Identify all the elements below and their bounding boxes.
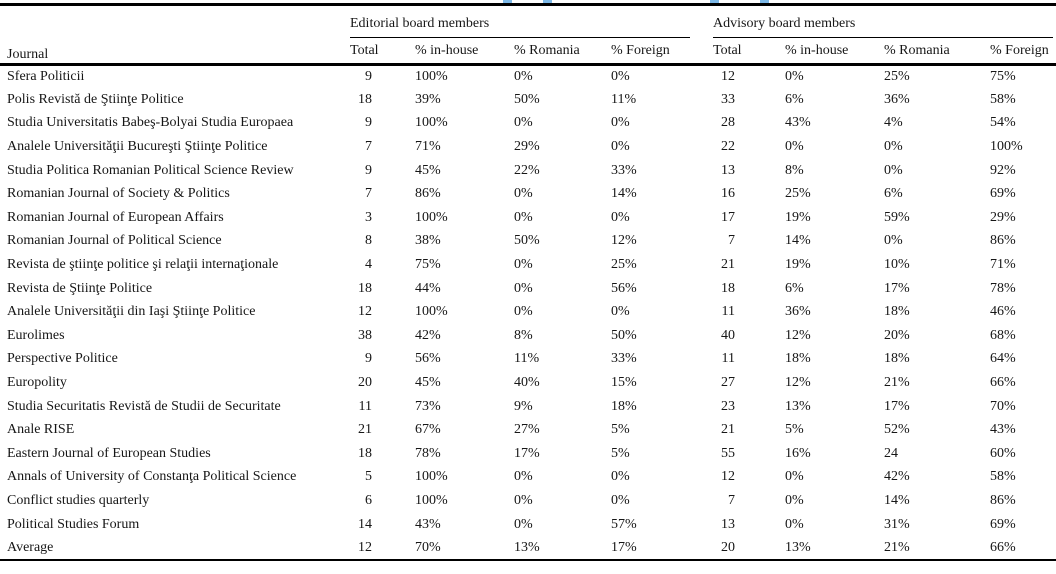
ed-romania-cell: 0% <box>514 304 533 320</box>
ed-total-cell: 38 <box>358 327 372 343</box>
advisory-romania-header: % Romania <box>834 38 940 65</box>
adv-romania-cell: 36% <box>884 91 910 107</box>
table-row <box>0 206 1056 230</box>
adv-romania-cell: 42% <box>884 469 910 485</box>
scan-artifact <box>503 0 512 3</box>
adv-total-cell: 23 <box>721 398 735 414</box>
adv-total-cell: 18 <box>721 280 735 296</box>
ed-foreign-cell: 0% <box>611 69 630 85</box>
ed-inhouse-cell: 45% <box>415 375 441 391</box>
adv-total-cell: 22 <box>721 139 735 155</box>
ed-total-cell: 18 <box>358 91 372 107</box>
adv-inhouse-cell: 13% <box>735 536 834 560</box>
adv-romania-cell: 59% <box>884 209 910 225</box>
ed-romania-cell: 0% <box>514 469 533 485</box>
adv-inhouse-cell: 8% <box>785 162 804 178</box>
advisory-foreign-header: % Foreign <box>940 38 1056 65</box>
ed-total-cell: 21 <box>358 422 372 438</box>
ed-foreign-cell: 11% <box>611 91 637 107</box>
adv-inhouse-cell: 25% <box>785 186 811 202</box>
adv-total-cell: 13 <box>721 516 735 532</box>
adv-total-cell: 11 <box>721 304 735 320</box>
adv-inhouse-cell: 0% <box>785 69 804 85</box>
adv-inhouse-cell: 19% <box>785 257 811 273</box>
table-row <box>0 442 1056 466</box>
ed-foreign-cell: 50% <box>611 327 637 343</box>
table-row <box>0 371 1056 395</box>
journal-cell: Studia Universitatis Babeş-Bolyai Studia Europaea <box>7 115 294 131</box>
ed-romania-cell: 29% <box>514 139 540 155</box>
ed-inhouse-cell: 70% <box>372 536 471 560</box>
adv-inhouse-cell: 0% <box>785 492 804 508</box>
adv-foreign-cell: 58% <box>990 469 1016 485</box>
ed-foreign-cell: 0% <box>611 304 630 320</box>
ed-romania-cell: 27% <box>514 422 540 438</box>
adv-foreign-cell: 70% <box>990 398 1016 414</box>
journal-cell: Eurolimes <box>7 327 65 343</box>
adv-romania-cell: 0% <box>884 162 903 178</box>
journal-cell: Eastern Journal of European Studies <box>7 445 211 461</box>
adv-inhouse-cell: 13% <box>785 398 811 414</box>
table-row <box>0 536 1056 560</box>
ed-inhouse-cell: 43% <box>415 516 441 532</box>
scan-artifact <box>760 0 769 3</box>
adv-foreign-cell: 69% <box>990 186 1016 202</box>
adv-romania-cell: 17% <box>884 398 910 414</box>
adv-foreign-cell: 100% <box>990 139 1023 155</box>
adv-inhouse-cell: 36% <box>785 304 811 320</box>
adv-inhouse-cell: 43% <box>785 115 811 131</box>
editorial-foreign-header: % Foreign <box>568 38 690 65</box>
adv-foreign-cell: 29% <box>990 209 1016 225</box>
editorial-romania-header: % Romania <box>471 38 568 65</box>
ed-total-cell: 9 <box>365 351 372 367</box>
journal-cell: Romanian Journal of European Affairs <box>7 209 224 225</box>
adv-foreign-cell: 43% <box>990 422 1016 438</box>
ed-total-cell: 6 <box>365 492 372 508</box>
ed-total-cell: 18 <box>358 445 372 461</box>
ed-total-cell: 20 <box>358 375 372 391</box>
ed-total-cell: 7 <box>365 139 372 155</box>
adv-inhouse-cell: 0% <box>785 516 804 532</box>
advisory-inhouse-header: % in-house <box>735 38 834 65</box>
ed-romania-cell: 0% <box>514 492 533 508</box>
ed-inhouse-cell: 56% <box>415 351 441 367</box>
ed-foreign-cell: 0% <box>611 115 630 131</box>
table-row <box>0 513 1056 537</box>
adv-inhouse-cell: 6% <box>785 91 804 107</box>
ed-romania-cell: 8% <box>514 327 533 343</box>
journal-cell: Perspective Politice <box>7 351 118 367</box>
ed-foreign-cell: 57% <box>611 516 637 532</box>
adv-foreign-cell: 68% <box>990 327 1016 343</box>
adv-foreign-cell: 66% <box>990 375 1016 391</box>
adv-foreign-cell: 71% <box>990 257 1016 273</box>
adv-total-cell: 20 <box>690 536 735 560</box>
ed-total-cell: 18 <box>358 280 372 296</box>
ed-inhouse-cell: 73% <box>415 398 441 414</box>
editorial-inhouse-header: % in-house <box>372 38 471 65</box>
ed-romania-cell: 0% <box>514 186 533 202</box>
adv-foreign-cell: 66% <box>940 536 1056 560</box>
adv-romania-cell: 17% <box>884 280 910 296</box>
ed-foreign-cell: 33% <box>611 351 637 367</box>
adv-total-cell: 11 <box>721 351 735 367</box>
journal-cell: Conflict studies quarterly <box>7 492 150 508</box>
adv-inhouse-cell: 6% <box>785 280 804 296</box>
ed-romania-cell: 40% <box>514 375 540 391</box>
ed-foreign-cell: 14% <box>611 186 637 202</box>
adv-total-cell: 33 <box>721 91 735 107</box>
ed-foreign-cell: 5% <box>611 422 630 438</box>
ed-foreign-cell: 33% <box>611 162 637 178</box>
ed-foreign-cell: 0% <box>611 469 630 485</box>
ed-romania-cell: 22% <box>514 162 540 178</box>
adv-foreign-cell: 54% <box>990 115 1016 131</box>
table-row <box>0 300 1056 324</box>
ed-inhouse-cell: 100% <box>415 469 448 485</box>
journal-cell: Romanian Journal of Society & Politics <box>7 186 230 202</box>
adv-total-cell: 21 <box>721 257 735 273</box>
ed-romania-cell: 0% <box>514 280 533 296</box>
journal-cell: Sfera Politicii <box>7 69 85 85</box>
adv-foreign-cell: 86% <box>990 492 1016 508</box>
journal-column-header: Journal <box>0 5 342 65</box>
adv-inhouse-cell: 18% <box>785 351 811 367</box>
adv-foreign-cell: 75% <box>990 69 1016 85</box>
ed-romania-cell: 50% <box>514 233 540 249</box>
adv-total-cell: 40 <box>721 327 735 343</box>
editorial-group-label: Editorial board members <box>350 16 490 31</box>
table-row <box>0 277 1056 301</box>
advisory-group-header <box>690 5 1056 39</box>
journal-cell: Revista de Ştiinţe Politice <box>7 280 153 296</box>
table-row <box>0 466 1056 490</box>
ed-inhouse-cell: 42% <box>415 327 441 343</box>
journal-cell: Polis Revistă de Ştiinţe Politice <box>7 91 184 107</box>
ed-total-cell: 12 <box>358 304 372 320</box>
journal-cell: Studia Politica Romanian Political Science Review <box>7 162 294 178</box>
ed-total-cell: 14 <box>358 516 372 532</box>
adv-foreign-cell: 69% <box>990 516 1016 532</box>
adv-total-cell: 13 <box>721 162 735 178</box>
ed-romania-cell: 50% <box>514 91 540 107</box>
ed-romania-cell: 0% <box>514 516 533 532</box>
adv-inhouse-cell: 0% <box>785 469 804 485</box>
table-header <box>0 5 1056 65</box>
adv-total-cell: 21 <box>721 422 735 438</box>
adv-total-cell: 12 <box>721 469 735 485</box>
ed-inhouse-cell: 71% <box>415 139 441 155</box>
adv-inhouse-cell: 14% <box>785 233 811 249</box>
group-header-row <box>0 5 1056 39</box>
ed-total-cell: 5 <box>365 469 372 485</box>
adv-romania-cell: 21% <box>834 536 940 560</box>
adv-total-cell: 17 <box>721 209 735 225</box>
ed-inhouse-cell: 44% <box>415 280 441 296</box>
ed-romania-cell: 13% <box>471 536 568 560</box>
ed-total-cell: 3 <box>365 209 372 225</box>
adv-total-cell: 16 <box>721 186 735 202</box>
table-row <box>0 112 1056 136</box>
table-row <box>0 395 1056 419</box>
journal-cell: Studia Securitatis Revistă de Studii de Securitate <box>7 398 281 414</box>
ed-total-cell: 4 <box>365 257 372 273</box>
table-row <box>0 324 1056 348</box>
adv-romania-cell: 20% <box>884 327 910 343</box>
ed-total-cell: 7 <box>365 186 372 202</box>
journal-cell: Average <box>0 536 342 560</box>
ed-foreign-cell: 25% <box>611 257 637 273</box>
adv-romania-cell: 31% <box>884 516 910 532</box>
adv-inhouse-cell: 5% <box>785 422 804 438</box>
table-row <box>0 348 1056 372</box>
ed-inhouse-cell: 100% <box>415 304 448 320</box>
table-body <box>0 65 1056 560</box>
journals-board-table <box>0 3 1056 561</box>
ed-foreign-cell: 0% <box>611 139 630 155</box>
ed-inhouse-cell: 78% <box>415 445 441 461</box>
journal-cell: Annals of University of Constanţa Political Science <box>7 469 297 485</box>
adv-foreign-cell: 60% <box>990 445 1016 461</box>
ed-total-cell: 11 <box>358 398 372 414</box>
adv-foreign-cell: 58% <box>990 91 1016 107</box>
adv-romania-cell: 4% <box>884 115 903 131</box>
adv-inhouse-cell: 19% <box>785 209 811 225</box>
journal-cell: Analele Universităţii din Iaşi Ştiinţe Politice <box>7 304 256 320</box>
ed-inhouse-cell: 67% <box>415 422 441 438</box>
table-row <box>0 135 1056 159</box>
table-row <box>0 159 1056 183</box>
adv-foreign-cell: 92% <box>990 162 1016 178</box>
table-row <box>0 230 1056 254</box>
ed-inhouse-cell: 100% <box>415 492 448 508</box>
adv-romania-cell: 6% <box>884 186 903 202</box>
ed-inhouse-cell: 38% <box>415 233 441 249</box>
ed-inhouse-cell: 86% <box>415 186 441 202</box>
table-row <box>0 182 1056 206</box>
ed-foreign-cell: 18% <box>611 398 637 414</box>
scan-artifact <box>710 0 719 3</box>
ed-total-cell: 9 <box>365 115 372 131</box>
ed-romania-cell: 0% <box>514 69 533 85</box>
adv-romania-cell: 18% <box>884 304 910 320</box>
ed-total-cell: 9 <box>365 162 372 178</box>
journal-cell: Political Studies Forum <box>7 516 140 532</box>
ed-foreign-cell: 56% <box>611 280 637 296</box>
table-row <box>0 253 1056 277</box>
ed-foreign-cell: 12% <box>611 233 637 249</box>
advisory-group-label: Advisory board members <box>713 16 856 31</box>
journal-cell: Analele Universităţii Bucureşti Ştiinţe Politice <box>7 139 268 155</box>
journal-cell: Romanian Journal of Political Science <box>7 233 222 249</box>
adv-total-cell: 55 <box>721 445 735 461</box>
adv-foreign-cell: 78% <box>990 280 1016 296</box>
ed-inhouse-cell: 39% <box>415 91 441 107</box>
journal-cell: Europolity <box>7 375 67 391</box>
adv-foreign-cell: 86% <box>990 233 1016 249</box>
ed-total-cell: 8 <box>365 233 372 249</box>
adv-romania-cell: 10% <box>884 257 910 273</box>
adv-romania-cell: 14% <box>884 492 910 508</box>
ed-inhouse-cell: 100% <box>415 209 448 225</box>
ed-inhouse-cell: 75% <box>415 257 441 273</box>
adv-romania-cell: 18% <box>884 351 910 367</box>
adv-inhouse-cell: 12% <box>785 375 811 391</box>
ed-foreign-cell: 17% <box>568 536 690 560</box>
ed-total-cell: 9 <box>365 69 372 85</box>
adv-romania-cell: 25% <box>884 69 910 85</box>
table-row <box>0 65 1056 89</box>
adv-romania-cell: 24 <box>884 445 898 461</box>
ed-inhouse-cell: 45% <box>415 162 441 178</box>
adv-total-cell: 27 <box>721 375 735 391</box>
editorial-total-header: Total <box>342 38 372 65</box>
table-row <box>0 88 1056 112</box>
ed-romania-cell: 17% <box>514 445 540 461</box>
journal-cell: Revista de ştiinţe politice şi relaţii internaţionale <box>7 257 279 273</box>
adv-foreign-cell: 64% <box>990 351 1016 367</box>
adv-inhouse-cell: 16% <box>785 445 811 461</box>
ed-foreign-cell: 0% <box>611 492 630 508</box>
adv-total-cell: 28 <box>721 115 735 131</box>
adv-foreign-cell: 46% <box>990 304 1016 320</box>
adv-total-cell: 12 <box>721 69 735 85</box>
ed-foreign-cell: 0% <box>611 209 630 225</box>
ed-romania-cell: 0% <box>514 209 533 225</box>
ed-romania-cell: 9% <box>514 398 533 414</box>
adv-romania-cell: 21% <box>884 375 910 391</box>
ed-romania-cell: 0% <box>514 257 533 273</box>
ed-foreign-cell: 5% <box>611 445 630 461</box>
adv-romania-cell: 52% <box>884 422 910 438</box>
ed-foreign-cell: 15% <box>611 375 637 391</box>
adv-total-cell: 7 <box>728 233 735 249</box>
adv-romania-cell: 0% <box>884 139 903 155</box>
adv-total-cell: 7 <box>728 492 735 508</box>
ed-inhouse-cell: 100% <box>415 115 448 131</box>
adv-inhouse-cell: 0% <box>785 139 804 155</box>
ed-inhouse-cell: 100% <box>415 69 448 85</box>
scan-artifact <box>543 0 552 3</box>
editorial-group-header <box>342 5 690 39</box>
ed-total-cell: 12 <box>342 536 372 560</box>
table-row <box>0 418 1056 442</box>
adv-romania-cell: 0% <box>884 233 903 249</box>
ed-romania-cell: 0% <box>514 115 533 131</box>
journal-cell: Anale RISE <box>7 422 75 438</box>
adv-inhouse-cell: 12% <box>785 327 811 343</box>
table-row <box>0 489 1056 513</box>
ed-romania-cell: 11% <box>514 351 540 367</box>
advisory-total-header: Total <box>690 38 735 65</box>
